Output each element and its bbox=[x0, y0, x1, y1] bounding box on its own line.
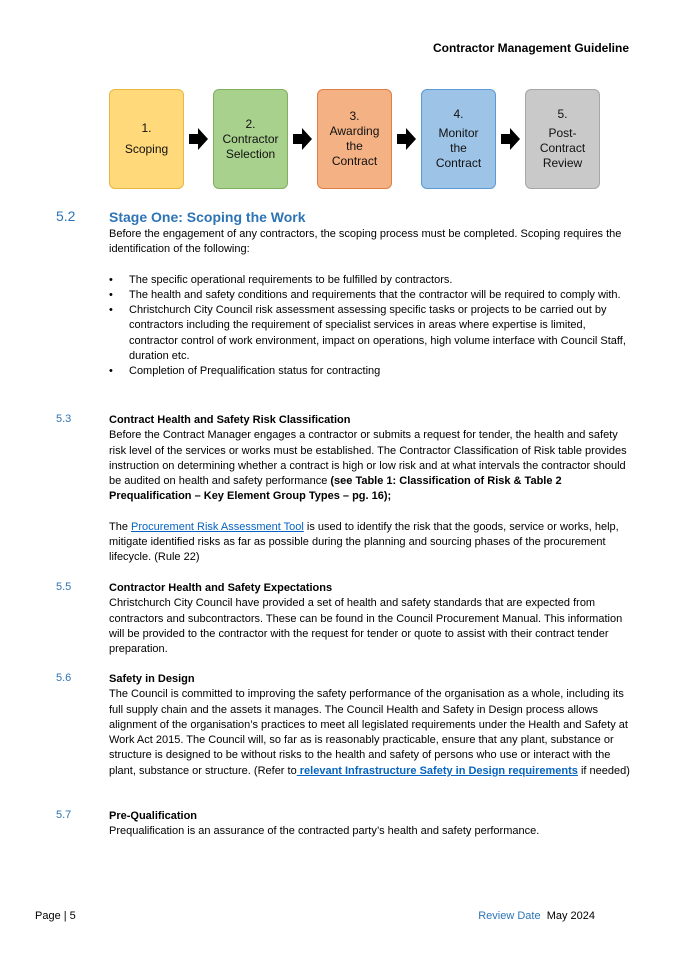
flow-step-monitor-contract bbox=[421, 89, 496, 189]
section-heading: Pre-Qualification bbox=[109, 810, 198, 822]
flow-step-contractor-selection bbox=[213, 89, 288, 189]
section-body: Prequalification is an assurance of the contracted party’s health and safety performance. bbox=[109, 825, 540, 838]
page-number: Page | 5 bbox=[35, 910, 76, 922]
section-safety-in-design bbox=[109, 672, 631, 779]
section-heading: Contractor Health and Safety Expectations bbox=[109, 582, 333, 594]
flow-step-number: 5. bbox=[557, 107, 568, 121]
list-item: • Completion of Prequalification status for contracting bbox=[109, 365, 381, 378]
section-number: 5.3 bbox=[56, 413, 72, 425]
section-risk-classification bbox=[109, 413, 631, 566]
section-number: 5.5 bbox=[56, 581, 72, 593]
arrow-right-icon bbox=[397, 127, 417, 151]
section-heading: Contract Health and Safety Risk Classification bbox=[109, 414, 351, 426]
arrow-right-icon bbox=[189, 127, 209, 151]
flow-step-label: Awarding the Contract bbox=[329, 124, 380, 168]
section-prequalification bbox=[109, 809, 631, 840]
section-heading: Safety in Design bbox=[109, 673, 195, 685]
list-item: • The specific operational requirements to be fulfilled by contractors. bbox=[109, 273, 453, 286]
arrow-right-icon bbox=[293, 127, 313, 151]
list-item: • The health and safety conditions and requirements that the contractor will be required to comply with. bbox=[109, 288, 621, 301]
section-stage-one bbox=[109, 208, 631, 380]
list-item: • Christchurch City Council risk assessment assessing specific tasks or projects to be carried out by contractors including the requirement of specialist services in areas where expertise is limited, contractor control of work environment, impact on operations, high volume interface with Council Staff, duration etc. bbox=[109, 304, 626, 363]
flow-step-label: Contractor Selection bbox=[222, 131, 279, 161]
flow-step-number: 2. bbox=[245, 116, 256, 131]
section-body: The Council is committed to improving the safety performance of the organisation as a whole, including its full supply chain and the assets it manages. The Council Health and Safety in Design process allows alignment of the organisation’s practices to meet all legislated requirements under the Health and Safety at Work Act 2015. The Council will, so far as is reasonably practicable, ensure that any plant, substance or structure is designed to be without risks to the health and safety of persons who use or interact with the plant, substance or structure. (Refer to relevant Infrastructure Safety in Design requirements if needed) bbox=[109, 688, 630, 777]
document-header-title: Contractor Management Guideline bbox=[432, 41, 629, 55]
flow-step-label: Monitor the Contract bbox=[435, 126, 482, 170]
section-number: 5.7 bbox=[56, 809, 72, 821]
section-hs-expectations bbox=[109, 581, 631, 657]
flow-step-number: 1. bbox=[141, 121, 152, 135]
section-number: 5.2 bbox=[56, 208, 76, 224]
flow-step-label: Post-Contract Review bbox=[539, 126, 586, 170]
section-number: 5.6 bbox=[56, 672, 72, 684]
review-date: Review Date May 2024 bbox=[478, 910, 595, 922]
section-intro: Before the engagement of any contractors, the scoping process must be completed. Scoping requires the identification of the following: bbox=[109, 228, 622, 256]
section-body-2: The Procurement Risk Assessment Tool is used to identify the risk that the goods, service or works, help, mitigate identified risks as far as possible during the planning and sourcing phases of the procurement lifecycle. (Rule 22) bbox=[109, 520, 619, 564]
scoping-bullet-list bbox=[109, 273, 631, 380]
flow-step-label: Scoping bbox=[124, 142, 169, 156]
safety-in-design-link[interactable]: relevant Infrastructure Safety in Design requirements bbox=[296, 764, 578, 777]
flow-step-number: 4. bbox=[453, 107, 464, 121]
process-flow-diagram bbox=[109, 89, 599, 189]
section-body: Before the Contract Manager engages a contractor or submits a request for tender, the health and safety risk level of the services or works must be established. The Contractor Classification of Risk table provides instruction on determining whether a contract is high or low risk and at what intervals the contractor should be audited on health and safety performance (see Table 1: Classification of Risk & Table 2 Prequalification – Key Element Group Types – pg. 16); bbox=[109, 429, 627, 503]
flow-step-scoping bbox=[109, 89, 184, 189]
section-heading: Stage One: Scoping the Work bbox=[109, 209, 306, 225]
flow-step-number: 3. bbox=[349, 109, 360, 123]
flow-step-post-contract-review bbox=[525, 89, 600, 189]
flow-step-awarding-contract bbox=[317, 89, 392, 189]
procurement-risk-tool-link[interactable]: Procurement Risk Assessment Tool bbox=[131, 520, 304, 533]
arrow-right-icon bbox=[501, 127, 521, 151]
section-body: Christchurch City Council have provided a set of health and safety standards that are expected from contractors and subcontractors. These can be found in the Council Procurement Manual. This information will be provided to the contractor with the request for tender or quote to assist with their contract tender preparation. bbox=[109, 597, 623, 656]
